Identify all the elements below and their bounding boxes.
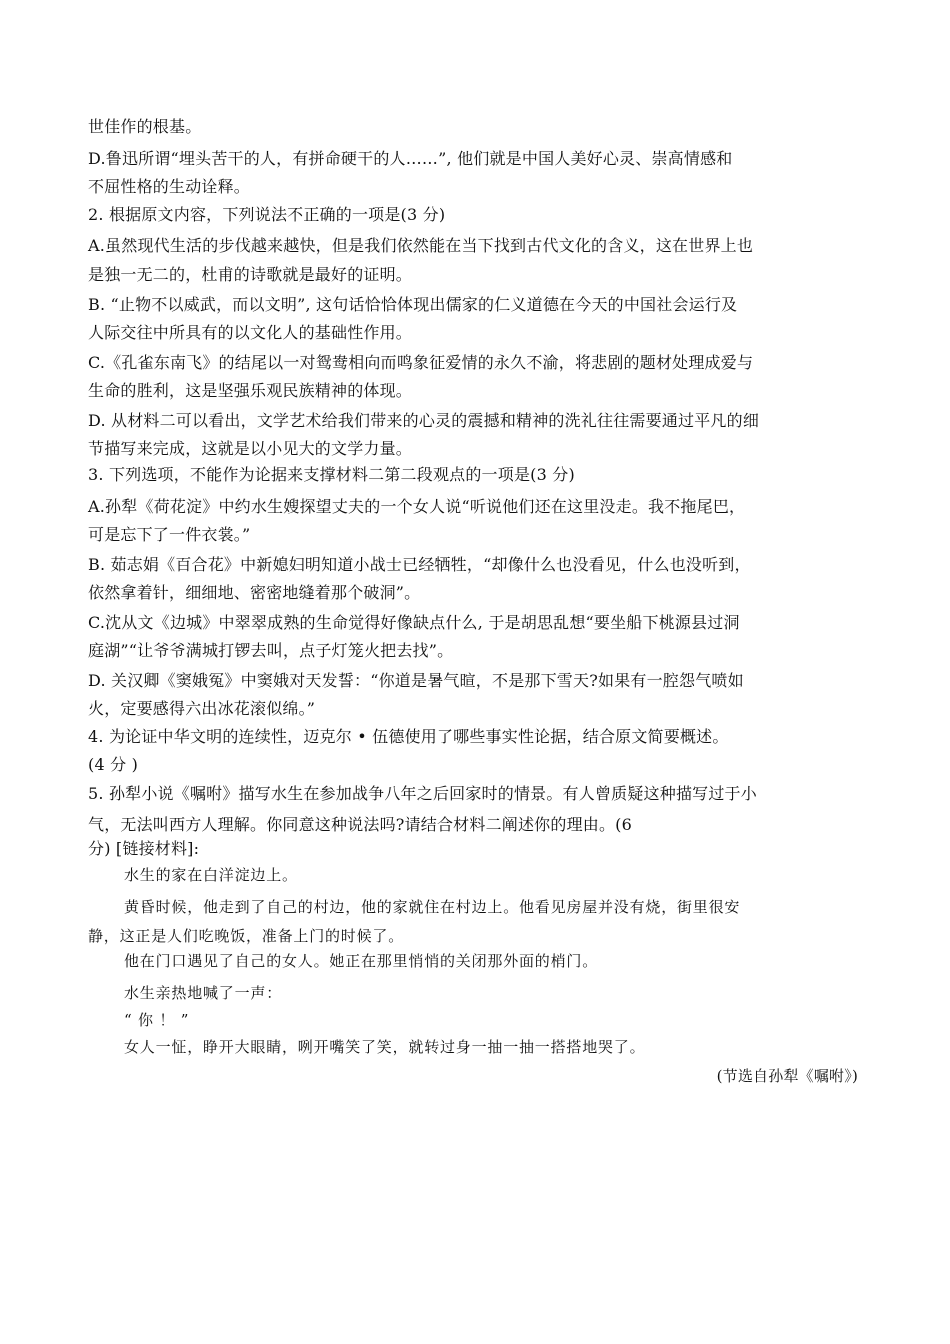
text-line: B. 茹志娟《百合花》中新媳妇明知道小战士已经牺牲，“却像什么也没看见，什么也没听到， — [88, 555, 751, 574]
text-line: D.鲁迅所谓“埋头苦干的人，有拼命硬干的人……”, 他们就是中国人美好心灵、崇高情感和 — [88, 149, 733, 168]
text-line: D. 从材料二可以看出，文学艺术给我们带来的心灵的震撼和精神的洗礼往往需要通过平凡的细 — [88, 411, 760, 430]
passage-line: 水生亲热地喊了一声： — [124, 984, 283, 1002]
text-line: A.孙犁《荷花淀》中约水生嫂探望丈夫的一个女人说“听说他们还在这里没走。我不拖尾巴， — [88, 497, 746, 516]
question-5: 5. 孙犁小说《嘱咐》描写水生在参加战争八年之后回家时的情景。有人曾质疑这种描写过于小 — [88, 784, 757, 803]
text-line: 依然拿着针，细细地、密密地缝着那个破洞”。 — [88, 583, 421, 602]
text-line: 火，定要感得六出冰花滚似绵。” — [88, 699, 316, 718]
text-line: 是独一无二的，杜甫的诗歌就是最好的证明。 — [88, 265, 413, 284]
text-line: 节描写来完成，这就是以小见大的文学力量。 — [88, 439, 413, 458]
passage-line: 水生的家在白洋淀边上。 — [124, 866, 298, 884]
source-citation: (节选自孙犁《嘱咐》) — [716, 1067, 858, 1085]
passage-line: 女人一怔，睁开大眼睛，咧开嘴笑了笑，就转过身一抽一抽一搭搭地哭了。 — [124, 1038, 646, 1056]
text-line: 庭湖”“让爷爷满城打锣去叫，点子灯笼火把去找”。 — [88, 641, 454, 660]
text-line: 生命的胜利，这是坚强乐观民族精神的体现。 — [88, 381, 413, 400]
passage-line: 他在门口遇见了自己的女人。她正在那里悄悄的关闭那外面的梢门。 — [124, 952, 599, 970]
question-4: 4. 为论证中华文明的连续性，迈克尔 • 伍德使用了哪些事实性论据，结合原文简要概述。 — [88, 727, 729, 746]
text-line: 世佳作的根基。 — [88, 117, 202, 136]
passage-line: 静，这正是人们吃晚饭，准备上门的时候了。 — [88, 927, 405, 945]
passage-line: “ 你 ！ ” — [124, 1011, 190, 1029]
link-material-label: 分) [链接材料]: — [88, 839, 200, 858]
text-line: 不屈性格的生动诠释。 — [88, 177, 251, 196]
text-line: 人际交往中所具有的以文化人的基础性作用。 — [88, 323, 413, 342]
passage-line: 黄昏时候，他走到了自己的村边，他的家就住在村边上。他看见房屋并没有烧，街里很安 — [124, 898, 741, 916]
text-line: C.沈从文《边城》中翠翠成熟的生命觉得好像缺点什么, 于是胡思乱想“要坐船下桃源县过洞 — [88, 613, 740, 632]
question-2: 2. 根据原文内容，下列说法不正确的一项是(3 分) — [88, 205, 446, 224]
question-3: 3. 下列选项，不能作为论据来支撑材料二第二段观点的一项是(3 分) — [88, 465, 575, 484]
text-line: B. “止物不以威武，而以文明”, 这句话恰恰体现出儒家的仁义道德在今天的中国社会运行及 — [88, 295, 738, 314]
text-line: A.虽然现代生活的步伐越来越快，但是我们依然能在当下找到古代文化的含义，这在世界上也 — [88, 236, 754, 255]
text-line: D. 关汉卿《窦娥冤》中窦娥对天发誓：“你道是暑气暄，不是那下雪天?如果有一腔怨气喷如 — [88, 671, 744, 690]
text-line: 气，无法叫西方人理解。你同意这种说法吗?请结合材料二阐述你的理由。(6 — [88, 815, 633, 834]
text-line: C.《孔雀东南飞》的结尾以一对鸳鸯相向而鸣象征爱情的永久不渝，将悲剧的题材处理成爱与 — [88, 353, 754, 372]
text-line: 可是忘下了一件衣裳。” — [88, 525, 251, 544]
score-label: (4 分 ) — [88, 755, 139, 774]
